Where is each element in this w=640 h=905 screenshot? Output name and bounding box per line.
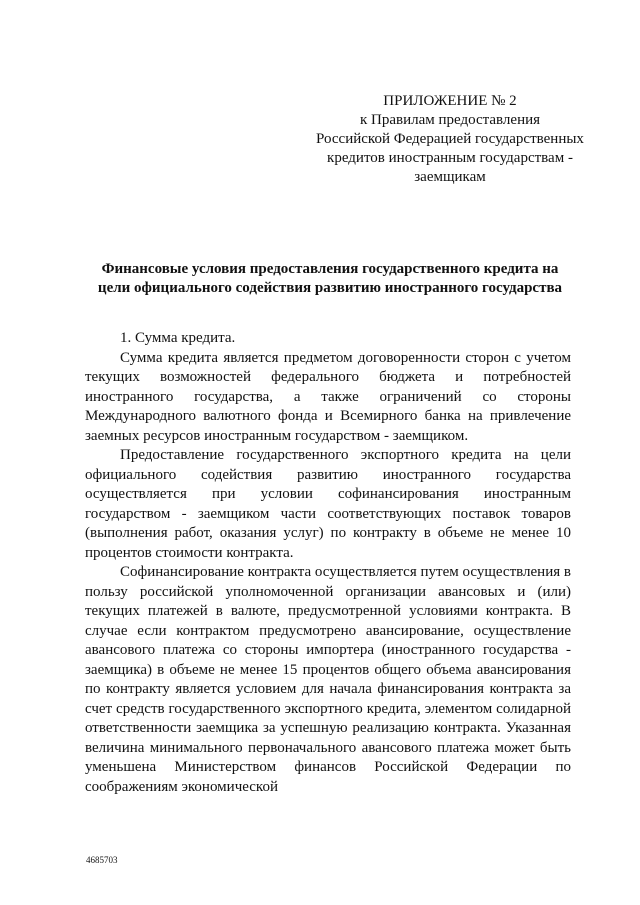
annex-line: заемщикам <box>414 169 486 185</box>
heading-line: Финансовые условия предоставления государственного кредита на <box>101 261 559 277</box>
annex-line: кредитов иностранным государствам - <box>327 150 573 166</box>
body-paragraph: Сумма кредита является предметом договоренности сторон с учетом текущих возможностей федерального бюджета и потребностей иностранного государства, а также ограничений со стороны Международного валютного фонда и Всемирного банка на привлечение заемных ресурсов иностранным государством - заемщиком. <box>85 349 571 444</box>
body-paragraph: Предоставление государственного экспортного кредита на цели официального содействия развитию иностранного государства осуществляется при условии софинансирования иностранным государством - заемщиком части соответствующих поставок товаров (выполнения работ, оказания услуг) по контракту в объеме не менее 10 процентов стоимости контракта. <box>85 447 571 561</box>
body-paragraph: Софинансирование контракта осуществляется путем осуществления в пользу российской уполномоченной организации авансовых и (или) текущих платежей в валюте, предусмотренной условиями контракта. В случае если контрактом предусмотрено авансирование, осуществление авансового платежа со стороны импортера (иностранного государства - заемщика) в объеме не менее 15 процентов общего объема авансирования по контракту является условием для начала финансирования контракта за счет средств государственного экспортного кредита, элементом солидарной ответственности заемщика за успешную реализацию контракта. Указанная величина минимального первоначального авансового платежа может быть уменьшена Министерством финансов Российской Федерации по соображениям экономической <box>85 564 571 795</box>
annex-block <box>300 92 600 187</box>
annex-line: Российской Федерацией государственных <box>316 131 584 147</box>
document-body <box>85 329 571 797</box>
annex-title: ПРИЛОЖЕНИЕ № 2 <box>383 93 517 109</box>
heading-line: цели официального содействия развитию иностранного государства <box>97 280 563 296</box>
document-heading <box>60 260 600 298</box>
section-number-heading: 1. Сумма кредита. <box>120 330 236 346</box>
document-number: 4685703 <box>86 855 118 865</box>
annex-line: к Правилам предоставления <box>359 112 541 128</box>
